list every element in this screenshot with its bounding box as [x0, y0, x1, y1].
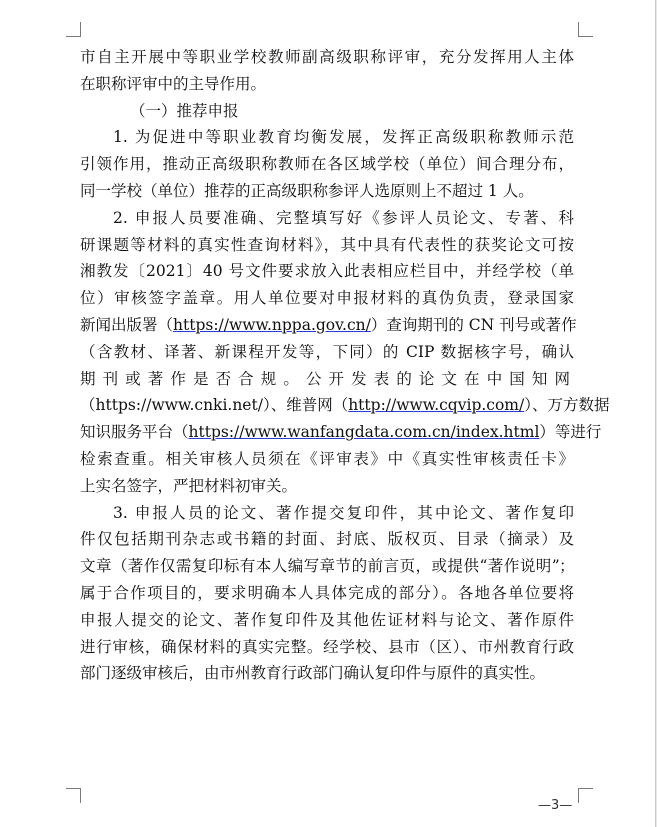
text-line: 属于合作项目的，要求明确本人具体完成的部分）。各地各单位要将 [80, 583, 574, 602]
section-heading: （一）推荐申报 [130, 101, 239, 120]
text-line: 2. 申报人员要准确、完整填写好《参评人员论文、专著、科 [113, 208, 574, 227]
page-number: —3— [538, 798, 573, 813]
text-line: 上实名签字，严把材料初审关。 [80, 476, 298, 495]
text-line: 文章（著作仅需复印标有本人编写章节的前言页，或提供“著作说明”； [80, 557, 574, 576]
text-line: 1. 为促进中等职业教育均衡发展，发挥正高级职称教师示范 [113, 128, 574, 147]
text-line [80, 312, 577, 339]
text-fragment: （ [80, 396, 96, 415]
crop-mark-top-left [66, 22, 81, 37]
text-line: 申报人提交的论文、著作复印件及其他佐证材料与论文、著作原件 [80, 610, 574, 629]
text-fragment: ）查询期刊的 CN 刊号或著作 [370, 315, 577, 334]
text-line [80, 419, 602, 446]
text-fragment: 新闻出版署（ [80, 315, 174, 334]
text-fragment: ）等进行 [539, 423, 602, 442]
nppa-link[interactable]: https://www.nppa.gov.cn/ [173, 315, 371, 334]
cqvip-link[interactable]: http://www.cqvip.com/ [348, 396, 525, 415]
text-line [80, 392, 610, 419]
text-line: 部门逐级审核后，由市州教育行政部门确认复印件与原件的真实性。 [80, 664, 546, 683]
text-line: （含教材、译著、新课程开发等，下同）的 CIP 数据核字号，确认 [80, 342, 574, 361]
text-line: 市自主开展中等职业学校教师副高级职称评审，充分发挥用人主体 [80, 48, 574, 66]
text-line: 位）审核签字盖章。用人单位要对申报材料的真伪负责，登录国家 [80, 289, 574, 308]
text-line: 研课题等材料的真实性查询材料》，其中具有代表性的获奖论文可按 [80, 235, 574, 254]
text-fragment: ）、维普网（ [262, 396, 349, 415]
text-line: 引领作用，推动正高级职称教师在各区域学校（单位）间合理分布， [80, 155, 574, 174]
text-line: 检索查重。相关审核人员须在《评审表》中《真实性审核责任卡》 [80, 449, 574, 468]
document-body [80, 44, 610, 687]
crop-mark-bottom-left [66, 788, 81, 803]
text-line: 湘教发〔2021〕40 号文件要求放入此表相应栏目中，并经学校（单 [80, 262, 574, 281]
text-line: 件仅包括期刊杂志或书籍的封面、封底、版权页、目录（摘录）及 [80, 530, 574, 549]
text-line: 同一学校（单位）推荐的正高级职称参评人选原则上不超过 1 人。 [80, 181, 534, 200]
text-fragment: 知识服务平台（ [80, 423, 189, 442]
text-line: 3. 申报人员的论文、著作提交复印件，其中论文、著作复印 [113, 503, 574, 522]
crop-mark-top-right [578, 22, 593, 37]
wanfang-link[interactable]: https://www.wanfangdata.com.cn/index.html [188, 423, 540, 442]
text-line: 在职称评审中的主导作用。 [80, 74, 267, 93]
crop-mark-bottom-right [578, 788, 593, 803]
text-line: 期刊或著作是否合规。公开发表的论文在中国知网 [80, 369, 574, 388]
cnki-link[interactable]: https://www.cnki.net/ [95, 396, 263, 415]
text-fragment: ）、万方数据 [524, 396, 610, 415]
text-line: 进行审核，确保材料的真实完整。经学校、县市（区）、市州教育行政 [80, 637, 574, 656]
